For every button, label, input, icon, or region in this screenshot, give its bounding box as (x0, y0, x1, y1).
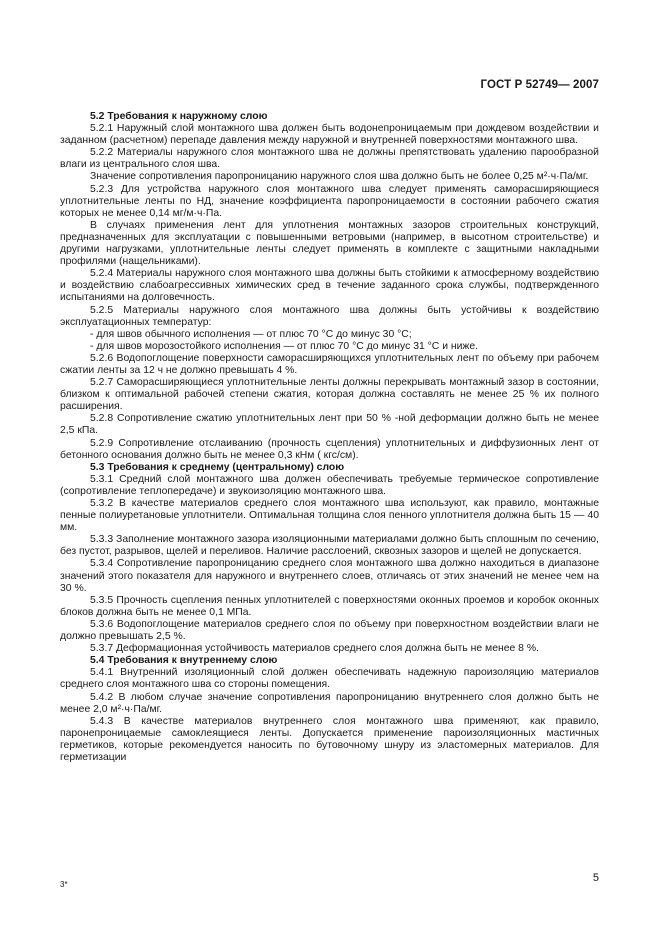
paragraph: 5.4.3 В качестве материалов внутреннего слоя монтажного шва применяют, как правило, паронепроницаемые самоклеящиеся ленты. Допускается применение пароизоляционных мастичных герметиков, которые рекомендуется наносить по бутовочному шнуру из эластомерных материалов. Для герметизации (60, 715, 599, 763)
paragraph: 5.4.1 Внутренний изоляционный слой должен обеспечивать надежную пароизоляцию материалов среднего слоя монтажного шва со стороны помещения. (60, 667, 599, 691)
paragraph: 5.3.6 Водопоглощение материалов среднего слоя по объему при поверхностном воздействии влаги не должно превышать 2,5 %. (60, 618, 599, 643)
paragraph: Значение сопротивления паропроницанию наружного слоя шва должно быть не более 0,25 м²·ч·Па/мг. (90, 171, 589, 183)
paragraph: 5.3.7 Деформационная устойчивость материалов среднего слоя должна быть не менее 8 %. (90, 643, 539, 655)
paragraph: - для швов морозостойкого исполнения — от плюс 70 °С до минус 31 °С и ниже. (90, 340, 479, 352)
paragraph: 5.3.5 Прочность сцепления пенных уплотнителей с поверхностями оконных проемов и коробок оконных блоков должна быть не менее 0,1 МПа. (60, 594, 599, 618)
paragraph: 5.2.3 Для устройства наружного слоя монтажного шва следует применять саморасширяющиеся уплотнительные ленты по НД, значение коэффициента паропроницаемости в состоянии рабочего сжатия которых не менее 0,14 мг/м·ч·Па. (60, 183, 599, 219)
page-body (60, 111, 599, 764)
paragraph: 5.3.4 Сопротивление паропроницанию среднего слоя монтажного шва должно находиться в диапазоне значений этого показателя для наружного и внутреннего слоев, отличаясь от этих значений не менее чем на 30 %. (60, 558, 599, 594)
section-heading: 5.4 Требования к внутреннему слою (90, 655, 278, 667)
paragraph: 5.2.5 Материалы наружного слоя монтажного шва должны быть устойчивы к воздействию эксплуатационных температур: (60, 304, 599, 328)
section-heading: 5.3 Требования к среднему (центральному) слою (90, 461, 345, 473)
paragraph: 5.2.1 Наружный слой монтажного шва должен быть водонепроницаемым при дождевом воздействии и заданном (расчетном) перепаде давления между наружной и внутренней поверхностями монтажного шва. (60, 123, 599, 147)
paragraph: В случаях применения лент для уплотнения монтажных зазоров строительных конструкций, предназначенных для эксплуатации с повышенными ветровыми (например, в высотном строительстве) и другими нагрузками, уплотнительные ленты следует применять в комплекте с защитными накладными профилями (нащельниками). (60, 219, 599, 268)
paragraph: - для швов обычного исполнения — от плюс 70 °С до минус 30 °С; (90, 328, 412, 340)
paragraph: 5.2.4 Материалы наружного слоя монтажного шва должны быть стойкими к атмосферному воздействию и воздействию слабоагрессивных химических сред в течение заданного срока службы, подтвержденного испытаниями на долговечность. (60, 268, 599, 304)
paragraph: 5.3.3 Заполнение монтажного зазора изоляционными материалами должно быть сплошным по сечению, без пустот, разрывов, щелей и переливов. Наличие расслоений, сквозных зазоров и щелей не допускается. (60, 534, 599, 558)
section-heading: 5.2 Требования к наружному слою (90, 111, 268, 122)
signature-mark: 3* (60, 880, 68, 889)
paragraph: 5.2.7 Саморасширяющиеся уплотнительные ленты должны перекрывать монтажный зазор в состоянии, близком к оптимальной рабочей степени сжатия, которая должна составлять не менее 25 % их полного расширения. (60, 377, 599, 413)
paragraph: 5.2.9 Сопротивление отслаиванию (прочность сцепления) уплотнительных и диффузионных лент от бетонного основания должно быть не менее 0,3 кНм ( кгс/см). (60, 437, 599, 461)
paragraph: 5.3.1 Средний слой монтажного шва должен обеспечивать требуемые термическое сопротивление (сопротивление теплопередаче) и звукоизоляцию монтажного шва. (60, 473, 599, 497)
paragraph: 5.4.2 В любом случае значение сопротивления паропроницанию внутреннего слоя должно быть не менее 2,0 м²·ч·Па/мг. (60, 691, 599, 715)
page-number: 5 (592, 872, 599, 884)
paragraph: 5.3.2 В качестве материалов среднего слоя монтажного шва используют, как правило, монтажные пенные полиуретановые уплотнители. Оптимальная толщина слоя пенного уплотнителя должна быть 15 — 40 мм. (60, 498, 599, 534)
paragraph: 5.2.6 Водопоглощение поверхности саморасширяющихся уплотнительных лент по объему при рабочем сжатии ленты за 12 ч не должно превышать 4 %. (60, 352, 599, 376)
document-id: ГОСТ Р 52749— 2007 (480, 79, 599, 91)
paragraph: 5.2.8 Сопротивление сжатию уплотнительных лент при 50 % -ной деформации должно быть не менее 2,5 кПа. (60, 413, 599, 437)
paragraph: 5.2.2 Материалы наружного слоя монтажного шва не должны препятствовать удалению парообразной влаги из центрального слоя шва. (60, 147, 599, 171)
